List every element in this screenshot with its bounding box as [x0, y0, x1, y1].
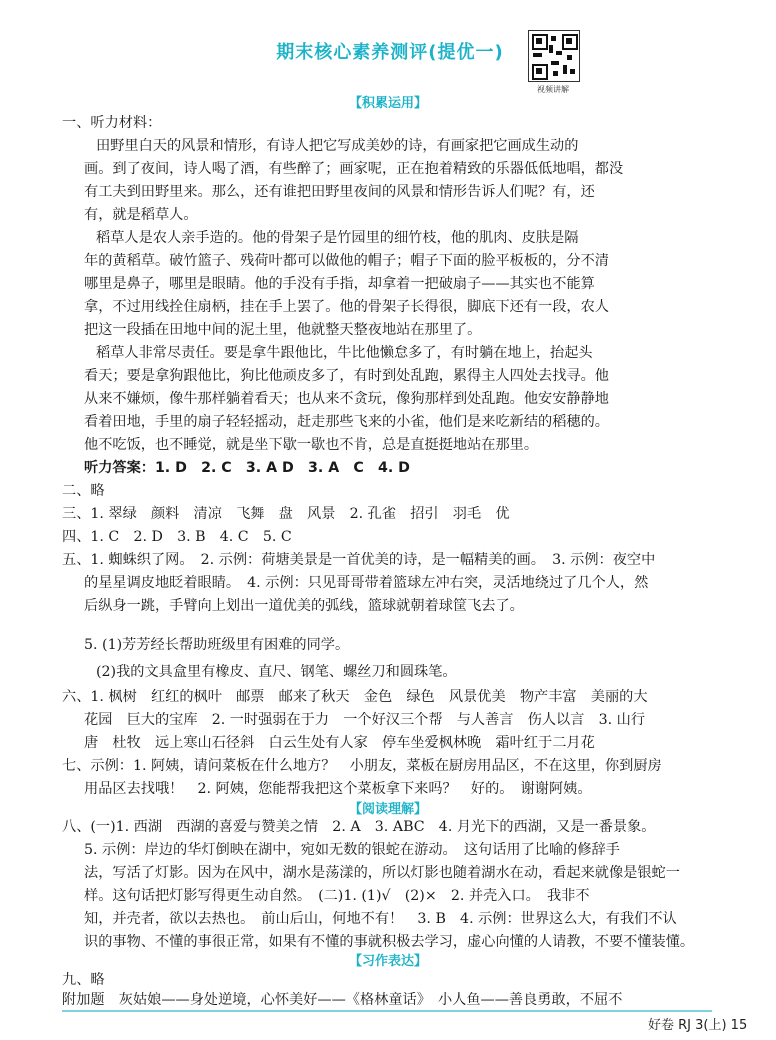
qr-code-icon[interactable]: [528, 30, 580, 82]
text-line: 稻草人是农人亲手造的。他的骨架子是竹园里的细竹枝，他的肌肉、皮肤是隔: [96, 230, 579, 246]
text-line: 5. 示例：岸边的华灯倒映在湖中，宛如无数的银蛇在游动。 这句话用了比喻的修辞手: [84, 842, 620, 858]
text-line: 九、略: [62, 972, 105, 988]
section-writing: 【习作表达】: [348, 954, 427, 969]
text-line: 五、1. 蜘蛛织了网。 2. 示例：荷塘美景是一首优美的诗，是一幅精美的画。 3. 示例：夜空中: [62, 552, 656, 568]
text-line: 附加题 灰姑娘——身处逆境，心怀美好——《格林童话》 小人鱼——善良勇敢，不屈不: [62, 992, 623, 1008]
text-line: 的星星调皮地眨着眼睛。 4. 示例：只见哥哥带着篮球左冲右突，灵活地绕过了几个人，然: [84, 575, 649, 591]
section-reading: 【阅读理解】: [348, 802, 427, 817]
text-line: 法，写活了灯影。因为在风中，湖水是荡漾的，所以灯影也随着湖水在动，看起来就像是银蛇一: [84, 865, 680, 881]
text-line: 样。这句话把灯影写得更生动自然。 (二)1. (1)√ (2)× 2. 并壳入口。 我非不: [84, 888, 590, 904]
text-line: 八、(一)1. 西湖 西湖的喜爱与赞美之情 2. A 3. ABC 4. 月光下的西湖，又是一番景象。: [62, 819, 656, 835]
text-line: 画。到了夜间，诗人喝了酒，有些醉了；画家呢，正在抱着精致的乐器低低地唱，都没: [84, 161, 624, 177]
text-line: 哪里是鼻子，哪里是眼睛。他的手没有手指，却拿着一把破扇子——其实也不能算: [84, 276, 595, 292]
text-line: 看天；要是拿狗跟他比，狗比他顽皮多了，有时到处乱跑，累得主人四处去找寻。他: [84, 368, 609, 384]
qr-caption: 视频讲解: [537, 85, 569, 94]
text-line: 六、1. 枫树 红红的枫叶 邮票 邮来了秋天 金色 绿色 风景优美 物产丰富 美丽的大: [62, 689, 648, 705]
text-line: 拿，不过用线拴住扇柄，挂在手上罢了。他的骨架子长得很，脚底下还有一段，农人: [84, 299, 609, 315]
text-line: 年的黄稻草。破竹篮子、残荷叶都可以做他的帽子；帽子下面的脸平板板的，分不清: [84, 253, 609, 269]
text-line: 后纵身一跳，手臂向上划出一道优美的弧线，篮球就朝着球筐飞去了。: [84, 598, 524, 614]
page-title: 期末核心素养测评(提优一): [276, 42, 504, 63]
text-line: 一、听力材料：: [62, 115, 162, 131]
section-accumulate: 【积累运用】: [348, 96, 427, 111]
bottom-divider: [62, 1010, 712, 1012]
text-line: 用品区去找哦！ 2. 阿姨，您能帮我把这个菜板拿下来吗？ 好的。 谢谢阿姨。: [84, 781, 592, 797]
text-line: 花园 巨大的宝库 2. 一时强弱在于力 一个好汉三个帮 与人善言 伤人以言 3. 山行: [84, 712, 646, 728]
text-line: 四、1. C 2. D 3. B 4. C 5. C: [62, 529, 292, 545]
text-line: 二、略: [62, 483, 105, 499]
text-line: 把这一段插在田地中间的泥土里，他就整天整夜地站在那里了。: [84, 322, 482, 338]
text-line: 听力答案：1. D 2. C 3. A D 3. A C 4. D: [84, 460, 410, 476]
text-line: 稻草人非常尽责任。要是拿牛跟他比，牛比他懒怠多了，有时躺在地上，抬起头: [96, 345, 593, 361]
text-line: 七、示例：1. 阿姨，请问菜板在什么地方？ 小朋友，菜板在厨房用品区，不在这里，你到厨房: [62, 758, 662, 774]
text-line: 有工夫到田野里来。那么，还有谁把田野里夜间的风景和情形告诉人们呢？有，还: [84, 184, 595, 200]
text-line: (2)我的文具盒里有橡皮、直尺、钢笔、螺丝刀和圆珠笔。: [96, 664, 457, 680]
text-line: 5. (1)芳芳经长帮助班级里有困难的同学。: [84, 637, 350, 653]
text-line: 知，并壳者，欲以去热也。 前山后山，何地不有！ 3. B 4. 示例：世界这么大，有我们不认: [84, 911, 677, 927]
text-line: 从来不嫌烦，像牛那样躺着看天；也从来不贪玩，像狗那样到处乱跑。他安安静静地: [84, 391, 609, 407]
text-line: 识的事物、不懂的事很正常，如果有不懂的事就积极去学习，虚心向懂的人请教，不要不懂装懂。: [84, 934, 695, 950]
text-line: 唐 杜牧 远上寒山石径斜 白云生处有人家 停车坐爱枫林晚 霜叶红于二月花: [84, 735, 595, 751]
text-line: 有，就是稻草人。: [84, 207, 198, 223]
text-line: 三、1. 翠绿 颜料 清凉 飞舞 盘 风景 2. 孔雀 招引 羽毛 优: [62, 506, 510, 522]
text-line: 他不吃饭，也不睡觉，就是坐下歇一歇也不肯，总是直挺挺地站在那里。: [84, 437, 539, 453]
page-footer: 好卷 RJ 3(上) 15: [648, 1018, 748, 1033]
text-line: 田野里白天的风景和情形，有诗人把它写成美妙的诗，有画家把它画成生动的: [96, 138, 579, 154]
text-line: 看着田地，手里的扇子轻轻摇动，赶走那些飞来的小雀，他们是来吃新结的稻穗的。: [84, 414, 609, 430]
